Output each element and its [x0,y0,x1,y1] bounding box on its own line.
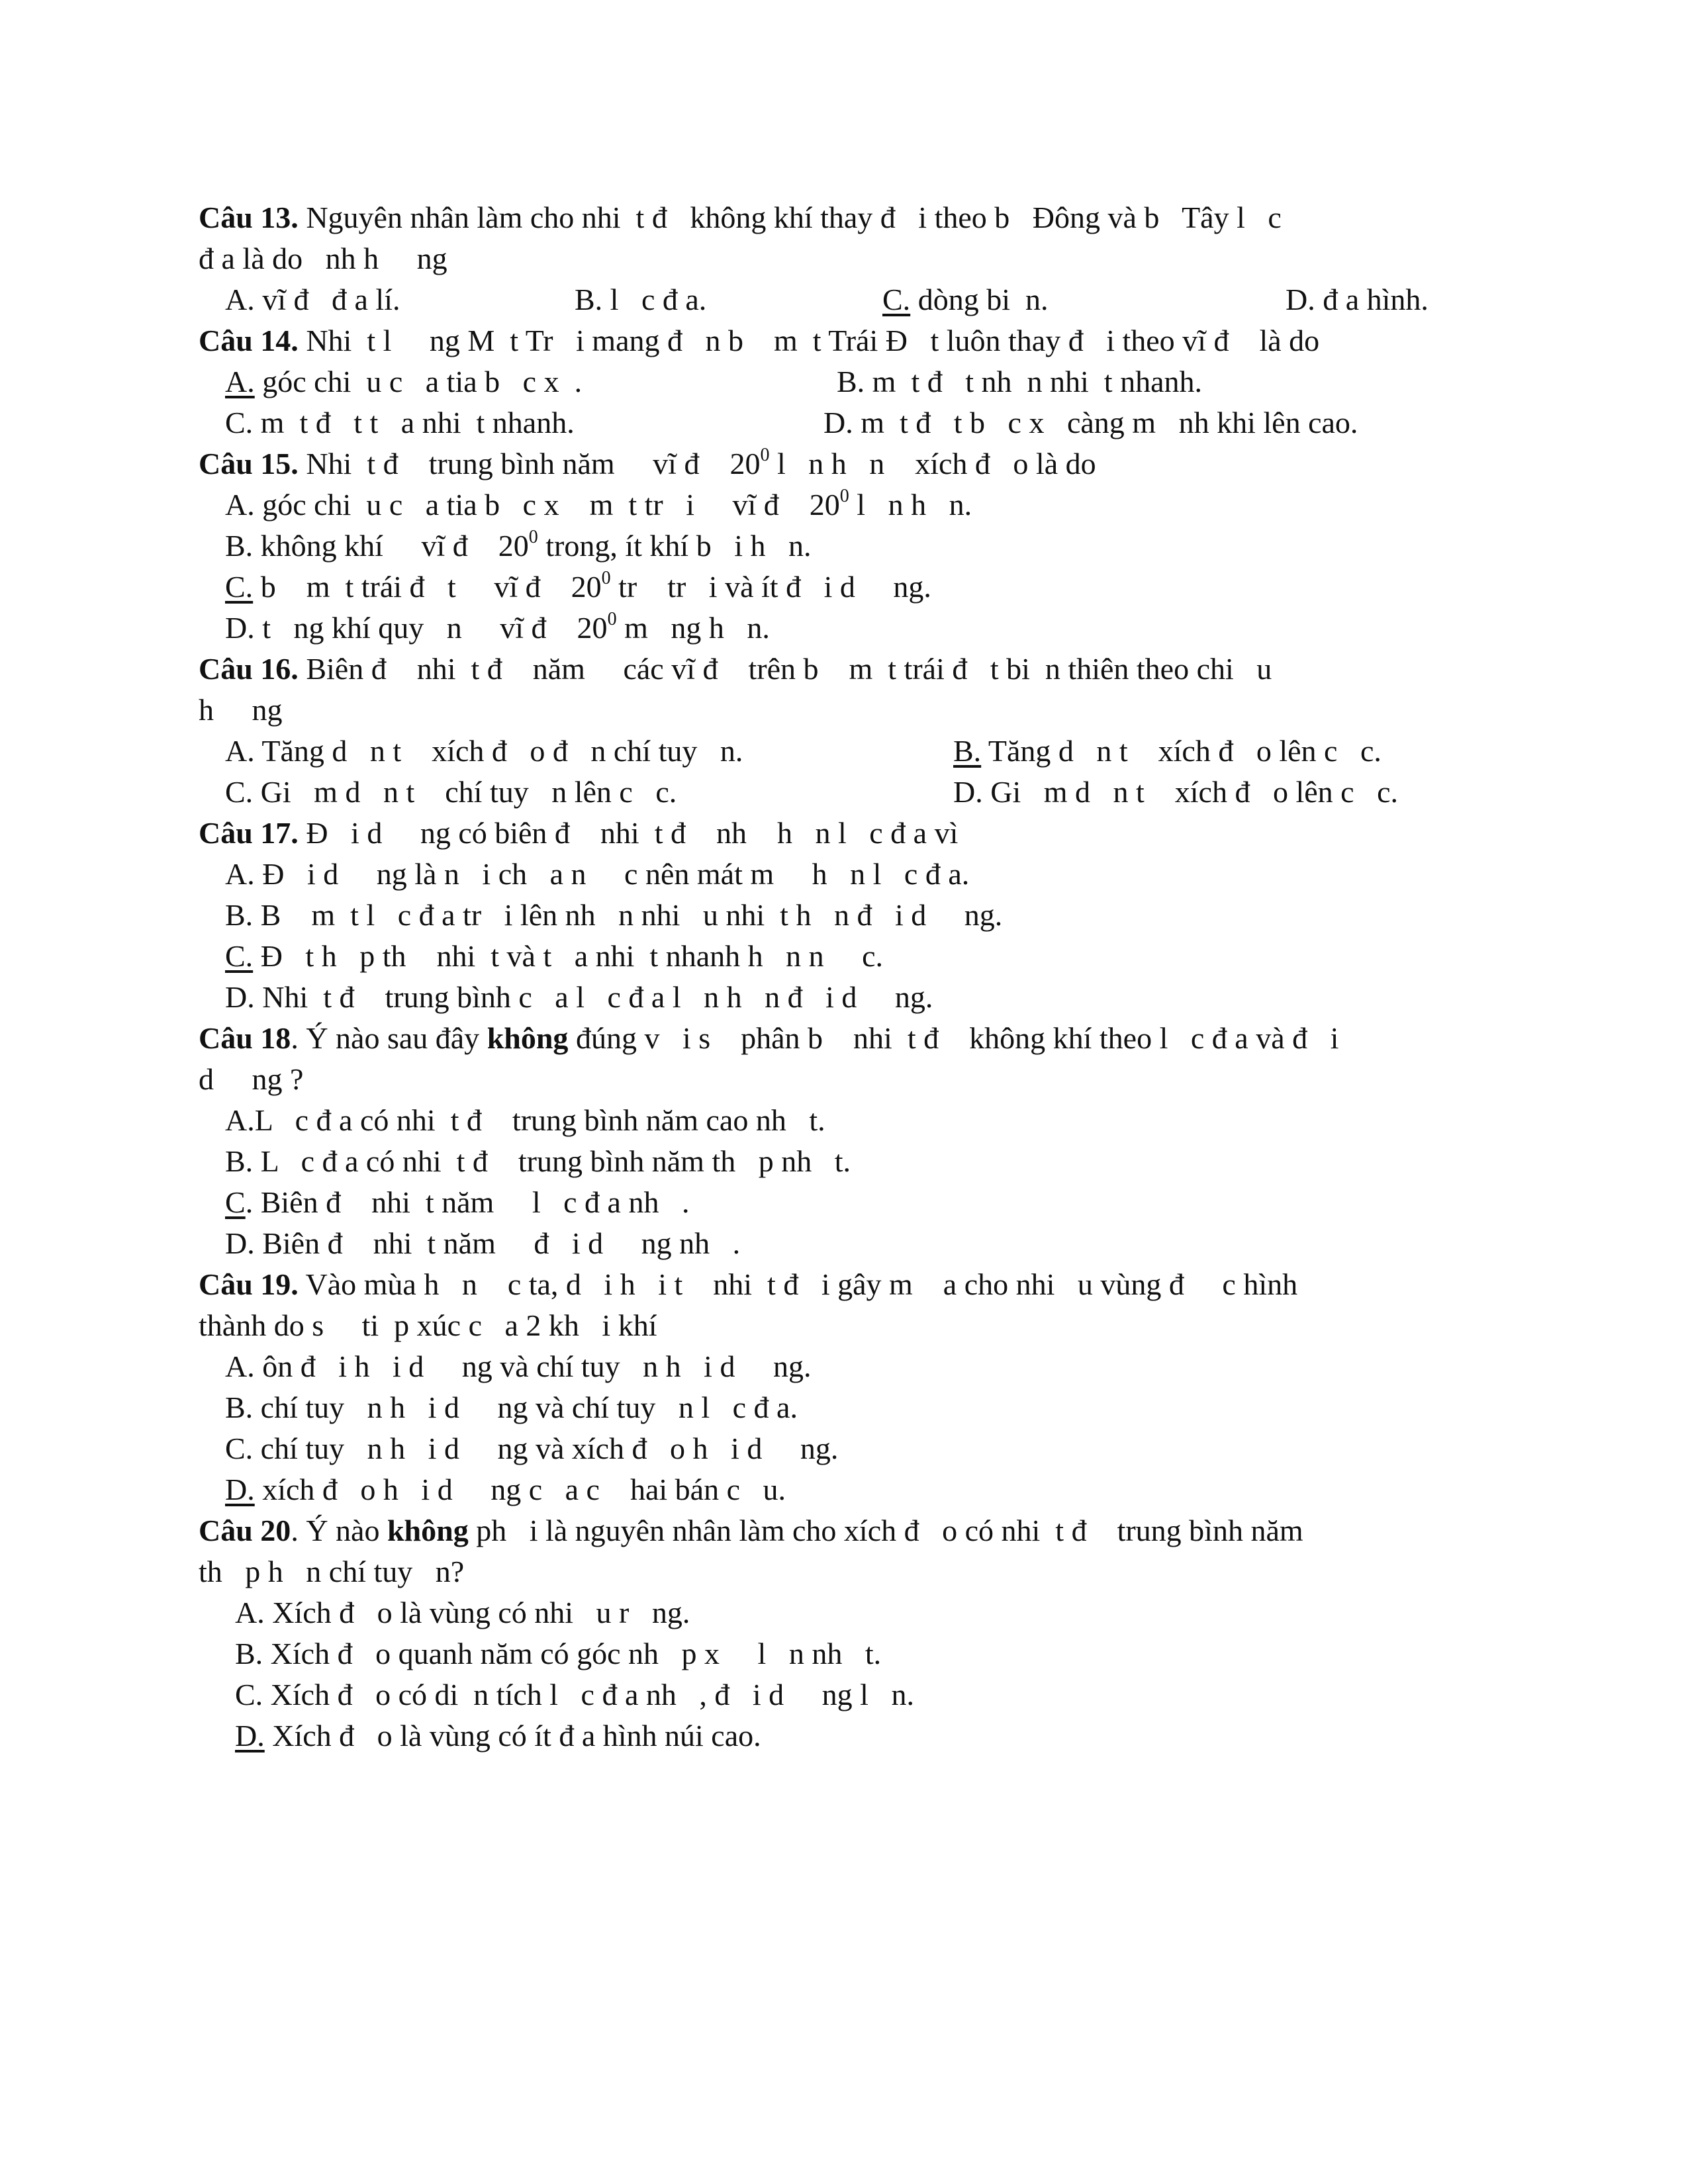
degree-superscript: 0 [607,608,617,629]
option-text: tr tr i và ít đ i d ng. [610,570,931,604]
answer-letter: A. [225,365,255,398]
option-text: góc chi u c a tia b c x . [254,365,583,398]
question-text: l n h n xích đ o là do [769,447,1096,480]
question-text: . Ý nào [291,1514,387,1547]
q18-option-b[interactable]: B. L c đ a có nhi t đ trung bình năm th p nh t. [225,1144,851,1178]
answer-letter: C [225,1185,246,1219]
option-text: l n h n. [849,488,972,522]
q14-option-b[interactable]: B. m t đ t nh n nhi t nhanh. [837,365,1202,398]
degree-superscript: 0 [601,567,611,588]
question-text: . Ý nào sau đây [291,1021,487,1055]
option-text: trong, ít khí b i h n. [538,529,812,563]
q20-option-d[interactable] [235,1715,761,1756]
option-text: m ng h n. [616,611,770,645]
answer-letter: D. [235,1719,265,1752]
q16-option-d[interactable]: D. Gi m d n t xích đ o lên c c. [953,775,1399,809]
answer-letter: B. [953,734,982,768]
option-text: D. t ng khí quy n vĩ đ 20 [225,611,608,645]
question-13-line1 [199,197,1282,238]
question-number: Câu 17. [199,816,299,850]
q13-option-b[interactable]: B. l c đ a. [575,283,707,316]
q15-option-d[interactable] [225,608,770,649]
question-text: Nguyên nhân làm cho nhi t đ không khí thay đ i theo b Đông và b Tây l c [298,201,1282,234]
question-19-line1 [199,1264,1297,1305]
question-19-line2 [199,1305,657,1346]
q15-option-a[interactable] [225,484,972,525]
q14-option-c[interactable]: C. m t đ t t a nhi t nhanh. [225,406,575,439]
degree-superscript: 0 [528,526,538,547]
q16-option-b[interactable] [953,731,1382,772]
q16-option-a[interactable]: A. Tăng d n t xích đ o đ n chí tuy n. [225,734,743,768]
question-20-line1 [199,1510,1303,1551]
answer-letter: C. [225,570,254,604]
degree-superscript: 0 [839,485,849,506]
q20-option-c[interactable]: C. Xích đ o có di n tích l c đ a nh , đ i d ng l n. [235,1678,914,1711]
question-number: Câu 14. [199,324,299,357]
question-number: Câu 20 [199,1514,291,1547]
question-16-line1 [199,649,1272,690]
question-17-line1 [199,813,958,854]
q20-option-a[interactable]: A. Xích đ o là vùng có nhi u r ng. [235,1596,690,1629]
question-text: đ a là do nh h ng [199,242,447,275]
q17-option-a[interactable]: A. Đ i d ng là n i ch a n c nên mát m h n l c đ a. [225,857,970,891]
option-text: Xích đ o là vùng có ít đ a hình núi cao. [264,1719,761,1752]
option-text: Đ t h p th nhi t và t a nhi t nhanh h n n c. [253,939,884,973]
question-emphasis: không [487,1021,569,1055]
question-18-line2 [199,1059,303,1100]
q18-option-c[interactable] [225,1182,689,1223]
question-16-line2 [199,690,283,731]
answer-letter: D. [225,1473,255,1506]
question-15-line1 [199,443,1096,484]
q16-option-c[interactable]: C. Gi m d n t chí tuy n lên c c. [225,775,677,809]
option-text: A. góc chi u c a tia b c x m t tr i vĩ đ 20 [225,488,840,522]
q20-option-b[interactable]: B. Xích đ o quanh năm có góc nh p x l n nh t. [235,1637,882,1670]
question-text: Đ i d ng có biên đ nhi t đ nh h n l c đ a vì [298,816,959,850]
option-text: Tăng d n t xích đ o lên c c. [981,734,1382,768]
question-number: Câu 16. [199,652,299,686]
question-text: th p h n chí tuy n? [199,1555,465,1588]
q19-option-b[interactable]: B. chí tuy n h i d ng và chí tuy n l c đ a. [225,1390,798,1424]
q13-option-c[interactable] [882,279,1048,320]
question-number: Câu 18 [199,1021,291,1055]
option-text: . Biên đ nhi t năm l c đ a nh . [245,1185,690,1219]
q19-option-d[interactable] [225,1469,786,1510]
q15-option-c[interactable] [225,567,931,608]
question-text: Biên đ nhi t đ năm các vĩ đ trên b m t trái đ t bi n thiên theo chi u [298,652,1272,686]
question-text: Nhi t đ trung bình năm vĩ đ 20 [298,447,761,480]
question-20-line2 [199,1551,464,1592]
q14-option-d[interactable]: D. m t đ t b c x càng m nh khi lên cao. [823,406,1358,439]
q18-option-a[interactable]: A.L c đ a có nhi t đ trung bình năm cao nh t. [225,1103,825,1137]
question-number: Câu 19. [199,1267,299,1301]
question-text: Vào mùa h n c ta, d i h i t nhi t đ i gây m a cho nhi u vùng đ c hình [298,1267,1298,1301]
q14-option-a[interactable] [225,361,582,402]
option-text: xích đ o h i d ng c a c hai bán c u. [254,1473,786,1506]
question-text: d ng ? [199,1062,304,1096]
question-emphasis: không [387,1514,469,1547]
question-number: Câu 15. [199,447,299,480]
q13-option-a[interactable]: A. vĩ đ đ a lí. [225,283,400,316]
question-text: Nhi t l ng M t Tr i mang đ n b m t Trái Đ t luôn thay đ i theo vĩ đ là do [298,324,1320,357]
option-text: dòng bi n. [910,283,1049,316]
question-text: ph i là nguyên nhân làm cho xích đ o có nhi t đ trung bình năm [468,1514,1303,1547]
question-13-line2 [199,238,447,279]
q15-option-b[interactable] [225,525,811,567]
question-14-line1 [199,320,1319,361]
q19-option-c[interactable]: C. chí tuy n h i d ng và xích đ o h i d ng. [225,1432,839,1465]
answer-letter: C. [882,283,911,316]
question-text: h ng [199,693,283,727]
answer-letter: C. [225,939,254,973]
question-number: Câu 13. [199,201,299,234]
q13-option-d[interactable]: D. đ a hình. [1286,283,1429,316]
degree-superscript: 0 [760,444,770,465]
question-text: đúng v i s phân b nhi t đ không khí theo l c đ a và đ i [568,1021,1339,1055]
q17-option-d[interactable]: D. Nhi t đ trung bình c a l c đ a l n h n đ i d ng. [225,980,933,1014]
question-18-line1 [199,1018,1338,1059]
question-text: thành do s ti p xúc c a 2 kh i khí [199,1308,657,1342]
q17-option-b[interactable]: B. B m t l c đ a tr i lên nh n nhi u nhi t h n đ i d ng. [225,898,1003,932]
option-text: b m t trái đ t vĩ đ 20 [253,570,602,604]
q19-option-a[interactable]: A. ôn đ i h i d ng và chí tuy n h i d ng. [225,1349,812,1383]
q17-option-c[interactable] [225,936,883,977]
q18-option-d[interactable]: D. Biên đ nhi t năm đ i d ng nh . [225,1226,741,1260]
option-text: B. không khí vĩ đ 20 [225,529,529,563]
